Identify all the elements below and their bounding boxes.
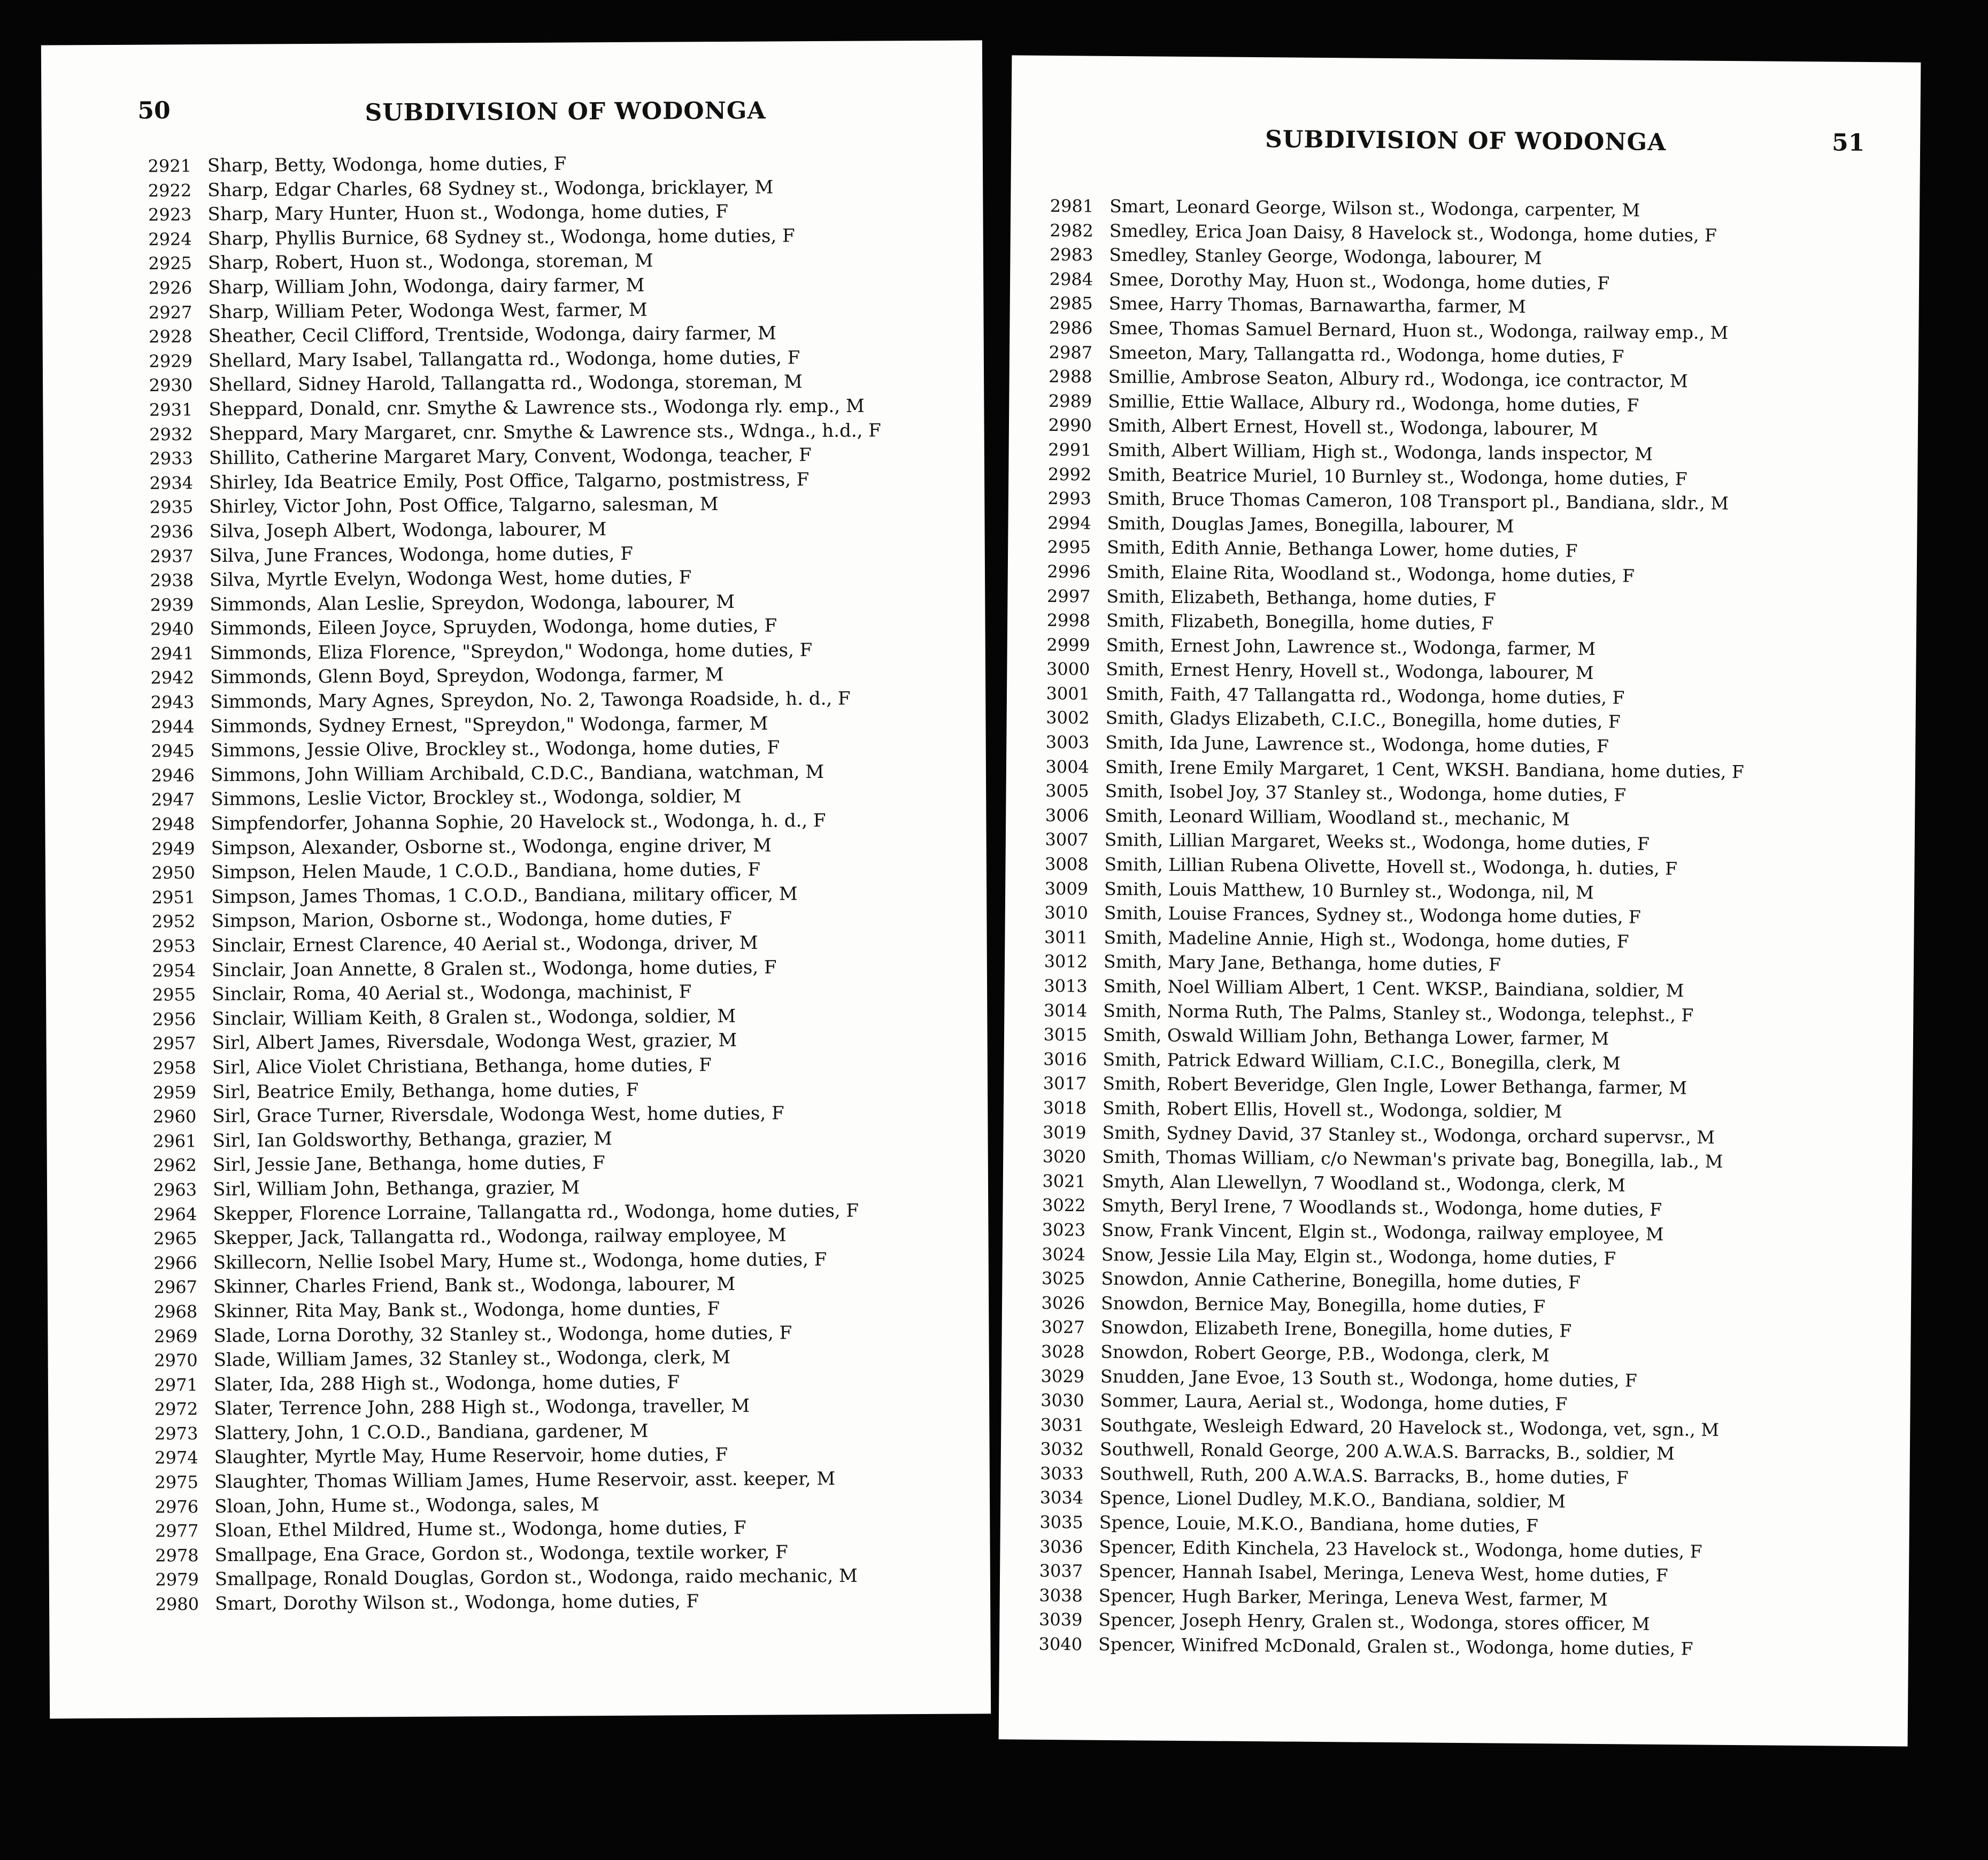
entry-text: Sharp, William John, Wodonga, dairy farmer, M	[208, 274, 645, 298]
entry-number: 2956	[152, 1008, 196, 1030]
entry-number: 2997	[1046, 585, 1091, 607]
entry-text: Spencer, Hugh Barker, Meringa, Leneva West, farmer, M	[1098, 1585, 1608, 1610]
entry-text: Sloan, John, Hume st., Wodonga, sales, M	[214, 1493, 599, 1517]
entry-number: 2925	[148, 253, 192, 274]
entry-number: 2963	[153, 1179, 197, 1200]
entry-text: Sheppard, Mary Margaret, cnr. Smythe & Lawrence sts., Wdnga., h.d., F	[209, 419, 881, 445]
entry-text: Sloan, Ethel Mildred, Hume st., Wodonga, home duties, F	[214, 1517, 746, 1542]
entry-number: 2930	[149, 375, 193, 396]
entry-number: 2975	[155, 1472, 198, 1493]
entry-text: Snowdon, Bernice May, Bonegilla, home duties, F	[1100, 1292, 1546, 1317]
entry-text: Smillie, Ettie Wallace, Albury rd., Wodonga, home duties, F	[1108, 390, 1639, 416]
entry-number: 2946	[151, 765, 195, 786]
entry-number: 2968	[153, 1301, 198, 1322]
entry-number: 3009	[1044, 878, 1089, 899]
entry-text: Spencer, Hannah Isabel, Meringa, Leneva West, home duties, F	[1098, 1560, 1668, 1586]
entry-text: Smart, Leonard George, Wilson st., Wodonga, carpenter, M	[1109, 195, 1640, 221]
entry-text: Smart, Dorothy Wilson st., Wodonga, home duties, F	[214, 1591, 699, 1615]
entry-number: 2937	[150, 545, 194, 567]
entry-text: Sommer, Laura, Aerial st., Wodonga, home duties, F	[1100, 1390, 1568, 1415]
running-head: SUBDIVISION OF WODONGA	[365, 97, 766, 127]
entry-number: 2967	[153, 1277, 198, 1298]
entry-number: 2952	[151, 911, 196, 932]
entry-text: Smith, Oswald William John, Bethanga Lower, farmer, M	[1103, 1024, 1609, 1049]
entry-number: 2927	[148, 302, 192, 323]
entry-text: Smith, Louis Matthew, 10 Burnley st., Wodonga, nil, M	[1104, 878, 1594, 903]
entry-text: Smith, Louise Frances, Sydney st., Wodonga home duties, F	[1104, 902, 1641, 928]
entry-text: Simmonds, Eileen Joyce, Spruyden, Wodonga, home duties, F	[210, 615, 777, 640]
entry-text: Smith, Norma Ruth, The Palms, Stanley st., Wodonga, telephst., F	[1103, 1000, 1694, 1026]
entry-text: Smallpage, Ronald Douglas, Gordon st., Wodonga, raido mechanic, M	[214, 1565, 858, 1591]
entry-number: 3025	[1041, 1268, 1085, 1289]
entry-text: Simmons, John William Archibald, C.D.C., Bandiana, watchman, M	[210, 761, 825, 786]
entry-number: 2966	[153, 1252, 197, 1274]
entry-number: 2976	[155, 1496, 199, 1517]
entry-text: Simpson, James Thomas, 1 C.O.D., Bandiana, military officer, M	[211, 883, 798, 908]
entry-text: Smith, Thomas William, c/o Newman's private bag, Bonegilla, lab., M	[1102, 1146, 1723, 1172]
entry-text: Shirley, Victor John, Post Office, Talgarno, salesman, M	[209, 493, 719, 518]
entry-text: Smith, Irene Emily Margaret, 1 Cent, WKSH. Bandiana, home duties, F	[1105, 756, 1744, 782]
entry-text: Smith, Flizabeth, Bonegilla, home duties, F	[1106, 609, 1494, 634]
entry-number: 2947	[151, 789, 195, 811]
entry-text: Snudden, Jane Evoe, 13 South st., Wodonga, home duties, F	[1100, 1365, 1637, 1391]
entry-number: 2987	[1049, 342, 1093, 363]
entry-text: Smyth, Beryl Irene, 7 Woodlands st., Wodonga, home duties, F	[1101, 1195, 1662, 1221]
entry-number: 3018	[1043, 1097, 1087, 1118]
entry-text: Sirl, Albert James, Riversdale, Wodonga West, grazier, M	[212, 1030, 737, 1054]
entry-number: 2982	[1050, 220, 1093, 241]
entry-number: 3030	[1041, 1390, 1084, 1411]
entry-number: 2938	[150, 570, 194, 591]
entry-text: Sharp, Edgar Charles, 68 Sydney st., Wodonga, bricklayer, M	[207, 176, 774, 201]
entry-text: Smith, Edith Annie, Bethanga Lower, home duties, F	[1107, 537, 1578, 562]
entry-text: Simmonds, Sydney Ernest, "Spreydon," Wodonga, farmer, M	[210, 713, 768, 737]
entry-number: 2959	[152, 1082, 197, 1103]
entry-number: 3034	[1039, 1487, 1084, 1508]
entry-number: 2978	[155, 1545, 199, 1566]
entry-number: 2964	[153, 1203, 197, 1225]
entry-text: Simmonds, Alan Leslie, Spreydon, Wodonga, labourer, M	[210, 591, 735, 615]
entry-text: Smith, Noel William Albert, 1 Cent. WKSP., Baindiana, soldier, M	[1103, 975, 1684, 1001]
entry-number: 2981	[1050, 195, 1094, 217]
entry-number: 2985	[1049, 293, 1093, 314]
entry-number: 3040	[1038, 1633, 1083, 1655]
entry-text: Smith, Bruce Thomas Cameron, 108 Transport pl., Bandiana, sldr., M	[1107, 488, 1729, 514]
entry-text: Smee, Harry Thomas, Barnawartha, farmer, M	[1108, 293, 1526, 318]
entry-number: 3039	[1038, 1609, 1083, 1630]
entry-text: Slater, Terrence John, 288 High st., Wodonga, traveller, M	[214, 1395, 750, 1420]
entry-text: Simmonds, Eliza Florence, "Spreydon," Wodonga, home duties, F	[210, 639, 813, 664]
entry-number: 3020	[1042, 1146, 1087, 1167]
entry-number: 2934	[149, 472, 194, 493]
entry-text: Smyth, Alan Llewellyn, 7 Woodland st., Wodonga, clerk, M	[1101, 1170, 1626, 1196]
entry-number: 2961	[153, 1130, 197, 1152]
entry-text: Snowdon, Annie Catherine, Bonegilla, home duties, F	[1101, 1268, 1581, 1293]
entry-number: 3006	[1045, 805, 1089, 826]
entry-text: Southgate, Wesleigh Edward, 20 Havelock st., Wodonga, vet, sgn., M	[1100, 1414, 1720, 1440]
entry-text: Skinner, Charles Friend, Bank st., Wodonga, labourer, M	[213, 1274, 736, 1298]
entry-text: Smedley, Erica Joan Daisy, 8 Havelock st., Wodonga, home duties, F	[1109, 220, 1717, 246]
entry-number: 2929	[149, 350, 193, 372]
entry-number: 2962	[153, 1155, 197, 1176]
entry-number: 2965	[153, 1228, 197, 1249]
entry-number: 3022	[1042, 1195, 1086, 1216]
entry-number: 3021	[1042, 1170, 1087, 1192]
entry-text: Smillie, Ambrose Seaton, Albury rd., Wodonga, ice contractor, M	[1108, 366, 1688, 392]
entry-text: Simmons, Jessie Olive, Brockley st., Wodonga, home duties, F	[210, 737, 780, 762]
entry-number: 3033	[1039, 1463, 1084, 1484]
entry-text: Smith, Douglas James, Bonegilla, labourer, M	[1107, 512, 1514, 537]
entry-text: Smedley, Stanley George, Wodonga, labourer, M	[1109, 244, 1542, 269]
entry-number: 3005	[1045, 781, 1089, 801]
entry-number: 2924	[148, 228, 192, 250]
entry-text: Slater, Ida, 288 High st., Wodonga, home duties, F	[213, 1371, 680, 1395]
entry-text: Sinclair, Joan Annette, 8 Gralen st., Wodonga, home duties, F	[211, 956, 777, 981]
roll-entry	[135, 1588, 990, 1617]
entry-number: 2977	[155, 1521, 199, 1541]
entry-number: 3017	[1043, 1073, 1087, 1094]
entry-text: Snowdon, Robert George, P.B., Wodonga, clerk, M	[1100, 1341, 1550, 1366]
entry-text: Sinclair, Ernest Clarence, 40 Aerial st., Wodonga, driver, M	[211, 932, 758, 956]
entry-text: Shellard, Mary Isabel, Tallangatta rd., Wodonga, home duties, F	[208, 346, 800, 372]
entry-number: 3038	[1039, 1585, 1083, 1606]
entry-text: Smith, Lillian Margaret, Weeks st., Wodonga, home duties, F	[1104, 829, 1650, 855]
entry-text: Sirl, William John, Bethanga, grazier, M	[212, 1177, 580, 1200]
entry-text: Southwell, Ronald George, 200 A.W.A.S. Barracks, B., soldier, M	[1099, 1439, 1675, 1464]
entry-text: Snowdon, Elizabeth Irene, Bonegilla, home duties, F	[1100, 1317, 1572, 1341]
running-head: SUBDIVISION OF WODONGA	[1265, 126, 1667, 156]
right-page	[999, 55, 1921, 1746]
entry-number: 2998	[1046, 610, 1091, 631]
entry-text: Smith, Albert William, High st., Wodonga, lands inspector, M	[1107, 439, 1653, 465]
entry-number: 2931	[149, 399, 193, 420]
page-number: 50	[137, 97, 171, 125]
entry-number: 2992	[1047, 464, 1092, 485]
entry-number: 3001	[1046, 683, 1090, 704]
entry-text: Skinner, Rita May, Bank st., Wodonga, home dunties, F	[213, 1298, 720, 1322]
entry-text: Sheather, Cecil Clifford, Trentside, Wodonga, dairy farmer, M	[208, 322, 776, 348]
entry-number: 3012	[1044, 951, 1088, 972]
entry-text: Smith, Mary Jane, Bethanga, home duties, F	[1103, 951, 1501, 976]
entry-text: Shillito, Catherine Margaret Mary, Convent, Wodonga, teacher, F	[209, 444, 812, 469]
entry-number: 2984	[1049, 268, 1093, 290]
entry-text: Sheppard, Donald, cnr. Smythe & Lawrence sts., Wodonga rly. emp., M	[209, 395, 865, 420]
entry-text: Smith, Beatrice Muriel, 10 Burnley st., Wodonga, home duties, F	[1107, 464, 1688, 489]
entry-text: Silva, Joseph Albert, Wodonga, labourer, M	[209, 519, 607, 542]
entry-text: Silva, June Frances, Wodonga, home duties, F	[209, 543, 634, 567]
entry-number: 3037	[1039, 1561, 1083, 1581]
entry-number: 3000	[1046, 659, 1090, 680]
entry-text: Smith, Patrick Edward William, C.I.C., Bonegilla, clerk, M	[1103, 1048, 1621, 1074]
entry-text: Simpson, Helen Maude, 1 C.O.D., Bandiana, home duties, F	[211, 859, 761, 884]
entry-number: 2957	[152, 1033, 196, 1054]
entry-number: 2980	[155, 1594, 199, 1615]
entry-number: 2991	[1048, 439, 1092, 460]
entry-number: 3004	[1045, 756, 1090, 777]
entry-number: 3008	[1044, 853, 1089, 875]
entry-number: 2935	[149, 497, 194, 518]
entry-text: Shellard, Sidney Harold, Tallangatta rd., Wodonga, storeman, M	[209, 371, 803, 396]
entry-number: 2923	[148, 204, 192, 225]
entry-number: 2970	[154, 1350, 198, 1371]
entry-number: 3023	[1042, 1219, 1086, 1240]
entry-number: 2944	[150, 716, 195, 737]
entry-text: Smith, Ida June, Lawrence st., Wodonga, home duties, F	[1105, 731, 1609, 757]
entry-text: Sharp, Mary Hunter, Huon st., Wodonga, home duties, F	[207, 201, 729, 226]
entry-text: Sirl, Grace Turner, Riversdale, Wodonga West, home duties, F	[212, 1102, 784, 1128]
entry-text: Slaughter, Myrtle May, Hume Reservoir, home duties, F	[214, 1444, 728, 1469]
entry-number: 2996	[1047, 561, 1091, 582]
entry-number: 2941	[150, 643, 194, 664]
entry-text: Smith, Albert Ernest, Hovell st., Wodonga, labourer, M	[1107, 415, 1598, 440]
entry-text: Slade, William James, 32 Stanley st., Wodonga, clerk, M	[213, 1347, 731, 1371]
entry-text: Smith, Ernest John, Lawrence st., Wodonga, farmer, M	[1106, 634, 1596, 659]
entry-text: Snow, Jessie Lila May, Elgin st., Wodonga, home duties, F	[1101, 1244, 1616, 1269]
entry-number: 2989	[1048, 390, 1092, 412]
entry-number: 2922	[148, 180, 192, 201]
entry-text: Sharp, Phyllis Burnice, 68 Sydney st., Wodonga, home duties, F	[207, 225, 795, 250]
entry-text: Skepper, Florence Lorraine, Tallangatta rd., Wodonga, home duties, F	[213, 1200, 859, 1225]
entry-number: 2939	[150, 594, 194, 615]
entry-text: Smith, Madeline Annie, High st., Wodonga, home duties, F	[1104, 927, 1629, 952]
entry-text: Simmons, Leslie Victor, Brockley st., Wodonga, soldier, M	[211, 786, 742, 811]
entry-text: Snow, Frank Vincent, Elgin st., Wodonga, railway employee, M	[1101, 1219, 1664, 1245]
entry-number: 2948	[151, 814, 195, 835]
entry-number: 3019	[1042, 1122, 1087, 1143]
entry-number: 2986	[1049, 317, 1093, 338]
entry-text: Smith, Lillian Rubena Olivette, Hovell st., Wodonga, h. duties, F	[1104, 853, 1678, 879]
entry-number: 3015	[1043, 1024, 1088, 1045]
entry-number: 2972	[154, 1399, 198, 1419]
entry-text: Slade, Lorna Dorothy, 32 Stanley st., Wodonga, home duties, F	[213, 1322, 792, 1347]
entry-number: 2988	[1049, 366, 1092, 387]
entry-text: Spence, Louie, M.K.O., Bandiana, home duties, F	[1099, 1511, 1539, 1537]
entry-text: Sirl, Ian Goldsworthy, Bethanga, grazier, M	[212, 1128, 613, 1152]
entry-number: 3010	[1044, 902, 1088, 923]
page-number: 51	[1831, 129, 1865, 157]
entry-text: Smallpage, Ena Grace, Gordon st., Wodonga, textile worker, F	[214, 1541, 788, 1566]
entry-text: Smith, Robert Beveridge, Glen Ingle, Lower Bethanga, farmer, M	[1103, 1073, 1688, 1099]
entry-number: 2979	[155, 1569, 199, 1590]
entry-number: 2994	[1047, 512, 1091, 534]
entry-text: Smee, Dorothy May, Huon st., Wodonga, home duties, F	[1108, 268, 1610, 294]
entry-text: Sirl, Alice Violet Christiana, Bethanga, home duties, F	[212, 1054, 712, 1078]
entry-number: 2932	[149, 423, 193, 445]
entry-text: Smith, Faith, 47 Tallangatta rd., Wodonga, home duties, F	[1105, 683, 1625, 708]
entry-text: Sharp, Betty, Wodonga, home duties, F	[207, 153, 567, 177]
entry-number: 2955	[152, 984, 196, 1005]
entry-number: 3029	[1041, 1365, 1085, 1387]
left-page	[41, 40, 991, 1718]
entry-number: 2949	[151, 838, 195, 859]
entry-text: Smith, Elizabeth, Bethanga, home duties, F	[1106, 585, 1496, 610]
entry-number: 3003	[1045, 731, 1090, 753]
entry-text: Spence, Lionel Dudley, M.K.O., Bandiana, soldier, M	[1099, 1487, 1566, 1512]
entry-number: 2995	[1047, 537, 1091, 558]
entry-text: Silva, Myrtle Evelyn, Wodonga West, home duties, F	[209, 567, 692, 591]
entry-text: Southwell, Ruth, 200 A.W.A.S. Barracks, B., home duties, F	[1099, 1463, 1629, 1488]
entry-number: 3032	[1040, 1439, 1084, 1460]
entry-number: 2960	[152, 1106, 197, 1127]
entry-text: Simpson, Marion, Osborne st., Wodonga, home duties, F	[211, 908, 732, 932]
entry-number: 3011	[1044, 927, 1088, 948]
entry-number: 3024	[1042, 1244, 1085, 1265]
entry-text: Sinclair, Roma, 40 Aerial st., Wodonga, machinist, F	[212, 981, 692, 1006]
entry-number: 3016	[1043, 1048, 1087, 1070]
entry-text: Smeeton, Mary, Tallangatta rd., Wodonga, home duties, F	[1108, 342, 1624, 367]
entry-number: 2953	[152, 936, 196, 956]
entry-text: Slaughter, Thomas William James, Hume Reservoir, asst. keeper, M	[214, 1468, 836, 1493]
entry-number: 2921	[148, 156, 192, 176]
entry-text: Smith, Elaine Rita, Woodland st., Wodonga, home duties, F	[1106, 561, 1635, 586]
entry-text: Shirley, Ida Beatrice Emily, Post Office, Talgarno, postmistress, F	[209, 468, 810, 493]
entry-number: 2933	[149, 448, 193, 469]
entry-number: 3036	[1039, 1536, 1083, 1557]
entry-text: Smee, Thomas Samuel Bernard, Huon st., Wodonga, railway emp., M	[1108, 317, 1729, 343]
entry-text: Spencer, Winifred McDonald, Gralen st., Wodonga, home duties, F	[1098, 1633, 1693, 1660]
entry-number: 2951	[151, 886, 196, 908]
entry-text: Sharp, Robert, Huon st., Wodonga, storeman, M	[207, 250, 653, 274]
entry-text: Smith, Sydney David, 37 Stanley st., Wodonga, orchard supervsr., M	[1102, 1122, 1715, 1148]
entry-number: 2974	[155, 1447, 198, 1469]
entry-number: 2926	[148, 277, 192, 298]
entry-text: Simpson, Alexander, Osborne st., Wodonga, engine driver, M	[211, 835, 772, 859]
entry-number: 3027	[1041, 1317, 1085, 1338]
entry-text: Spencer, Joseph Henry, Gralen st., Wodonga, stores officer, M	[1098, 1609, 1650, 1635]
entry-number: 2936	[150, 521, 194, 542]
entry-text: Sirl, Jessie Jane, Bethanga, home duties, F	[212, 1152, 605, 1176]
entry-number: 2971	[154, 1374, 198, 1395]
electoral-roll-list	[127, 150, 990, 1617]
entry-number: 3031	[1040, 1414, 1084, 1435]
electoral-roll-list	[1018, 194, 1912, 1663]
entry-number: 2999	[1046, 634, 1090, 655]
entry-number: 3007	[1045, 829, 1089, 850]
entry-number: 2983	[1049, 244, 1093, 265]
entry-text: Slattery, John, 1 C.O.D., Bandiana, gardener, M	[214, 1420, 649, 1444]
entry-number: 2969	[153, 1325, 198, 1347]
entry-number: 2954	[152, 960, 196, 981]
entry-number: 2942	[150, 667, 195, 689]
entry-number: 2945	[151, 740, 195, 761]
entry-text: Smith, Gladys Elizabeth, C.I.C., Bonegilla, home duties, F	[1105, 707, 1621, 732]
entry-text: Smith, Ernest Henry, Hovell st., Wodonga, labourer, M	[1106, 659, 1594, 684]
entry-number: 3028	[1041, 1341, 1085, 1362]
entry-text: Smith, Leonard William, Woodland st., mechanic, M	[1105, 805, 1570, 830]
entry-number: 3002	[1046, 707, 1090, 729]
entry-number: 2940	[150, 619, 194, 639]
entry-number: 2973	[154, 1423, 198, 1444]
entry-text: Sirl, Beatrice Emily, Bethanga, home duties, F	[212, 1079, 639, 1103]
entry-number: 2958	[152, 1058, 196, 1078]
entry-text: Simmonds, Mary Agnes, Spreydon, No. 2, Tawonga Roadside, h. d., F	[210, 688, 851, 713]
entry-number: 3026	[1041, 1292, 1085, 1314]
entry-text: Skepper, Jack, Tallangatta rd., Wodonga, railway employee, M	[213, 1224, 787, 1249]
roll-entry	[129, 418, 984, 447]
entry-number: 2993	[1047, 488, 1092, 509]
entry-number: 2990	[1048, 415, 1092, 436]
entry-text: Smith, Isobel Joy, 37 Stanley st., Wodonga, home duties, F	[1105, 781, 1627, 806]
entry-number: 3013	[1044, 975, 1088, 997]
entry-text: Sinclair, William Keith, 8 Gralen st., Wodonga, soldier, M	[212, 1005, 736, 1030]
entry-number: 2943	[150, 692, 195, 713]
entry-text: Smith, Robert Ellis, Hovell st., Wodonga, soldier, M	[1102, 1097, 1562, 1122]
entry-text: Simpfendorfer, Johanna Sophie, 20 Havelock st., Wodonga, h. d., F	[211, 809, 826, 835]
entry-text: Skillecorn, Nellie Isobel Mary, Hume st., Wodonga, home duties, F	[213, 1248, 827, 1274]
entry-text: Sharp, William Peter, Wodonga West, farmer, M	[208, 299, 648, 323]
entry-text: Spencer, Edith Kinchela, 23 Havelock st., Wodonga, home duties, F	[1099, 1536, 1702, 1562]
entry-text: Simmonds, Glenn Boyd, Spreydon, Wodonga, farmer, M	[210, 664, 724, 689]
entry-number: 3014	[1043, 1000, 1088, 1021]
entry-number: 2950	[151, 862, 196, 883]
entry-number: 2928	[149, 326, 192, 347]
entry-number: 3035	[1039, 1511, 1083, 1533]
roll-entry	[128, 393, 984, 422]
